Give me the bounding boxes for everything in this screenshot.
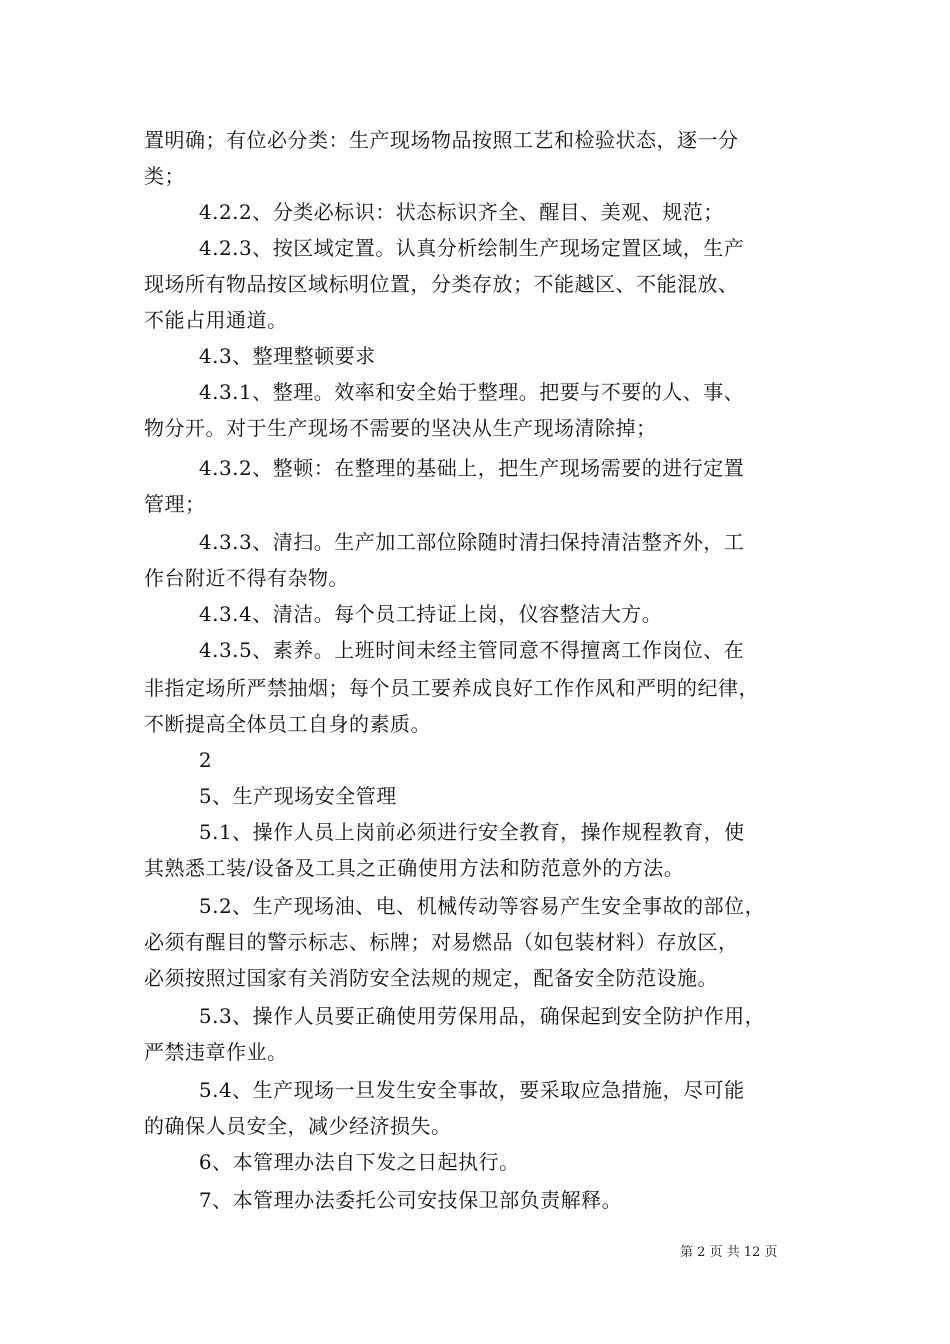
- text-line: 4.3.1、整理。效率和安全始于整理。把要与不要的人、事、: [144, 380, 745, 404]
- page-number-marker: 2: [144, 748, 213, 772]
- text-line: 作台附近不得有杂物。: [144, 566, 349, 590]
- text-line: 7、本管理办法委托公司安技保卫部负责解释。: [144, 1188, 623, 1212]
- text-line: 6、本管理办法自下发之日起执行。: [144, 1150, 520, 1174]
- text-line: 必须有醒目的警示标志、标牌；对易燃品（如包装材料）存放区，: [144, 930, 739, 954]
- text-line: 5.3、操作人员要正确使用劳保用品，确保起到安全防护作用，: [144, 1004, 766, 1028]
- text-line: 不能占用通道。: [144, 308, 288, 332]
- text-line: 4.2.3、按区域定置。认真分析绘制生产现场定置区域，生产: [144, 236, 745, 260]
- text-line: 4.3.4、清洁。每个员工持证上岗，仪容整洁大方。: [144, 602, 663, 626]
- text-line: 类；: [144, 164, 185, 188]
- text-line: 的确保人员安全，减少经济损失。: [144, 1114, 452, 1138]
- text-line: 4.2.2、分类必标识：状态标识齐全、醒目、美观、规范；: [144, 200, 724, 224]
- text-line: 现场所有物品按区域标明位置，分类存放；不能越区、不能混放、: [144, 272, 739, 296]
- text-line: 5.1、操作人员上岗前必须进行安全教育，操作规程教育，使: [144, 820, 745, 844]
- text-line: 物分开。对于生产现场不需要的坚决从生产现场清除掉；: [144, 416, 657, 440]
- text-line: 必须按照过国家有关消防安全法规的规定，配备安全防范设施。: [144, 966, 718, 990]
- text-line: 4.3.5、素养。上班时间未经主管同意不得擅离工作岗位、在: [144, 638, 745, 662]
- text-line: 4.3.3、清扫。生产加工部位除随时清扫保持清洁整齐外，工: [144, 530, 745, 554]
- text-line: 非指定场所严禁抽烟；每个员工要养成良好工作作风和严明的纪律，: [144, 676, 759, 700]
- section-heading: 4.3、整理整顿要求: [144, 344, 376, 368]
- text-line: 不断提高全体员工自身的素质。: [144, 712, 431, 736]
- page-footer: 第 2 页 共 12 页: [680, 1245, 778, 1260]
- text-line: 5.4、生产现场一旦发生安全事故，要采取应急措施，尽可能: [144, 1078, 745, 1102]
- text-line: 严禁违章作业。: [144, 1040, 288, 1064]
- text-line: 管理；: [144, 492, 206, 516]
- text-line: 其熟悉工装/设备及工具之正确使用方法和防范意外的方法。: [144, 856, 685, 880]
- section-heading: 5、生产现场安全管理: [144, 784, 397, 808]
- text-line: 5.2、生产现场油、电、机械传动等容易产生安全事故的部位，: [144, 894, 766, 918]
- text-line: 4.3.2、整顿：在整理的基础上，把生产现场需要的进行定置: [144, 456, 745, 480]
- text-line: 置明确；有位必分类：生产现场物品按照工艺和检验状态，逐一分: [144, 128, 739, 152]
